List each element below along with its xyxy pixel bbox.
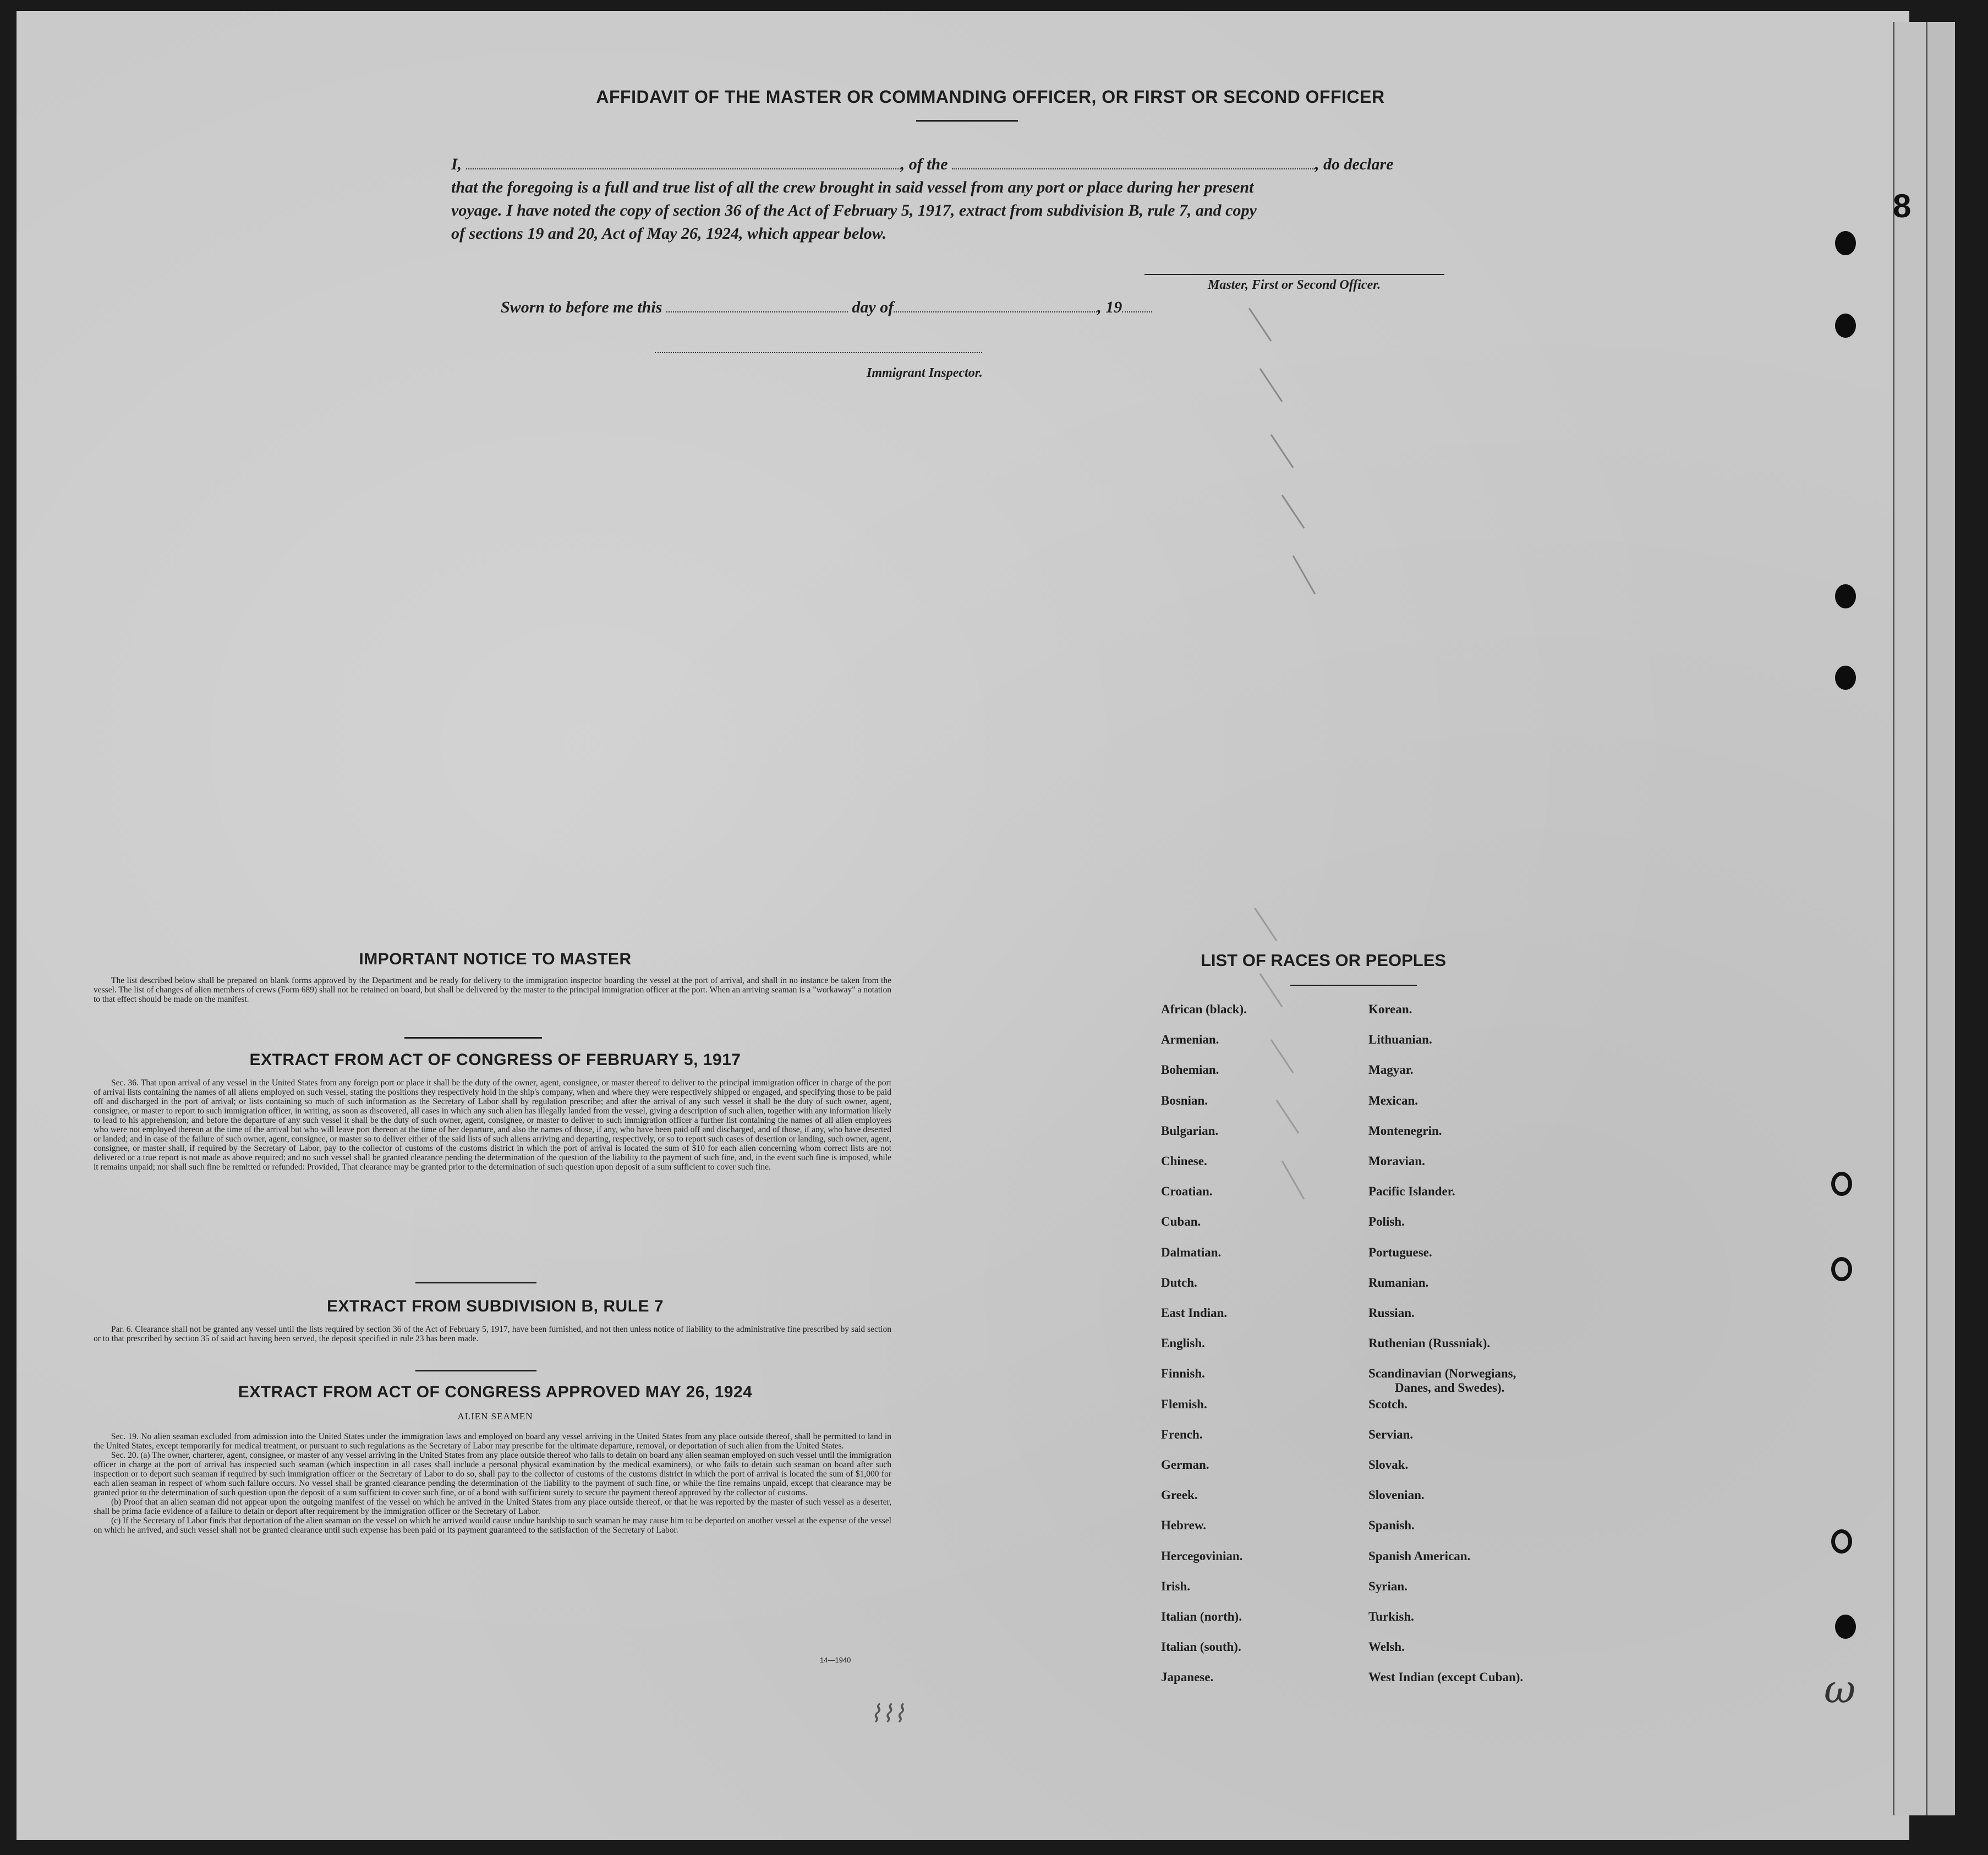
- binder-hole: [1835, 666, 1856, 690]
- year-blank: [1122, 297, 1152, 312]
- binder-hole: [1835, 584, 1856, 608]
- race-item: Hercegovinian.: [1161, 1549, 1243, 1563]
- race-item: Bosnian.: [1161, 1093, 1208, 1107]
- race-item: Cuban.: [1161, 1215, 1201, 1229]
- race-item: Italian (south).: [1161, 1640, 1241, 1654]
- signature-line: [1144, 274, 1444, 275]
- rule7-text: [94, 1325, 891, 1343]
- race-item: Bulgarian.: [1161, 1123, 1219, 1138]
- race-item: Korean.: [1368, 1002, 1412, 1016]
- sworn-line: [501, 297, 1152, 317]
- section-divider: [415, 1370, 536, 1371]
- race-item: Syrian.: [1368, 1579, 1408, 1593]
- race-item: Portuguese.: [1368, 1245, 1432, 1259]
- affidavit-declaration: [451, 153, 1480, 245]
- race-item: Scandinavian (Norwegians,: [1368, 1366, 1516, 1381]
- handwritten-mark: ⌇⌇⌇: [869, 1700, 905, 1728]
- race-item: Armenian.: [1161, 1033, 1219, 1047]
- binder-hole: [1835, 231, 1856, 255]
- page-number: 8: [1893, 188, 1912, 224]
- race-item: African (black).: [1161, 1002, 1247, 1016]
- affidavit-do-declare: , do declare: [1315, 155, 1394, 173]
- race-item: Lithuanian.: [1368, 1033, 1432, 1047]
- race-item: Finnish.: [1161, 1366, 1205, 1381]
- race-item: Magyar.: [1368, 1063, 1414, 1077]
- race-item: Italian (north).: [1161, 1610, 1242, 1623]
- race-item: English.: [1161, 1336, 1205, 1351]
- day-blank: [666, 297, 848, 312]
- affidavit-line-3: voyage. I have noted the copy of section 36 of the Act of February 5, 1917, extract from subdivision B, rule 7, and copy: [451, 201, 1257, 219]
- race-item: Croatian.: [1161, 1184, 1213, 1199]
- notice-title: IMPORTANT NOTICE TO MASTER: [359, 950, 632, 968]
- sec-19-paragraph: Sec. 19. No alien seaman excluded from admission into the United States under the immigration laws and employed on board any vessel arriving in the United States from any place outside thereof, shall be permitted to land in the United States, except temporarily for medical treatment, or pursuant to such regulations as the Secretary of Labor may prescribe for the ultimate departure, removal, or deportation of such alien from the United States.: [94, 1432, 891, 1451]
- sworn-prefix: Sworn to before me this: [501, 298, 662, 316]
- race-item: Spanish.: [1368, 1518, 1415, 1533]
- race-item: Servian.: [1368, 1427, 1414, 1441]
- race-item: Flemish.: [1161, 1397, 1207, 1411]
- race-item: Welsh.: [1368, 1640, 1405, 1654]
- race-item: Japanese.: [1161, 1670, 1214, 1684]
- race-item: Polish.: [1368, 1215, 1405, 1229]
- race-item: Russian.: [1368, 1306, 1415, 1320]
- section-divider: [404, 1037, 542, 1039]
- section-divider: [415, 1282, 536, 1283]
- extract-1917-title: EXTRACT FROM ACT OF CONGRESS OF FEBRUARY 5, 1917: [249, 1051, 741, 1069]
- document-sheet: [17, 11, 1912, 1840]
- race-item: Montenegrin.: [1368, 1123, 1442, 1138]
- race-item: Mexican.: [1368, 1093, 1419, 1107]
- title-underline: [916, 120, 1018, 122]
- race-item: Pacific Islander.: [1368, 1184, 1455, 1199]
- races-underline: [1290, 985, 1417, 986]
- day-of-label: day of: [852, 298, 894, 316]
- race-item: Rumanian.: [1368, 1275, 1429, 1289]
- race-item: Hebrew.: [1161, 1518, 1206, 1533]
- race-item: Scotch.: [1368, 1397, 1408, 1411]
- race-item: Dalmatian.: [1161, 1245, 1222, 1259]
- race-item-continuation: Danes, and Swedes).: [1395, 1381, 1505, 1395]
- sec-20c-paragraph: (c) If the Secretary of Labor finds that deportation of the alien seaman on the vessel on which he arrived would cause undue hardship to such seaman he may cause him to be deported on another vessel at the expense of the vessel on which he arrived, and such vessel shall not be granted clearance until such expense has been paid or its payment guaranteed to the satisfaction of the Secretary of Labor.: [94, 1516, 891, 1535]
- rule7-title: EXTRACT FROM SUBDIVISION B, RULE 7: [326, 1297, 664, 1315]
- race-item: Turkish.: [1368, 1610, 1414, 1623]
- binder-hole: [1835, 314, 1856, 338]
- binder-hole: [1835, 1615, 1856, 1639]
- name-blank: [466, 154, 901, 169]
- affidavit-i-label: I,: [451, 155, 462, 173]
- affidavit-line-1: [451, 153, 1480, 176]
- race-item: Moravian.: [1368, 1154, 1425, 1168]
- extract-1924-text: [94, 1432, 891, 1535]
- inspector-label: Immigrant Inspector.: [867, 366, 983, 380]
- race-item: French.: [1161, 1427, 1203, 1441]
- race-item: German.: [1161, 1458, 1209, 1472]
- underlying-page-edge-2: [1926, 22, 1955, 1815]
- affidavit-of-the: , of the: [900, 155, 948, 173]
- month-blank: [894, 297, 1097, 312]
- affidavit-line-4: of sections 19 and 20, Act of May 26, 1924, which appear below.: [451, 224, 887, 243]
- race-item: Slovak.: [1368, 1458, 1409, 1472]
- form-code: 14—1940: [820, 1656, 851, 1664]
- race-item: Bohemian.: [1161, 1063, 1219, 1077]
- races-title: LIST OF RACES OR PEOPLES: [1200, 951, 1447, 970]
- sec-20b-paragraph: (b) Proof that an alien seaman did not appear upon the outgoing manifest of the vessel on which he arrived in the United States from any place outside thereof, or that he was reported by the master of such vessel as a deserter, shall be prima facie evidence of a failure to detain or deport after requirement by the immigration officer or the Secretary of Labor.: [94, 1497, 891, 1516]
- race-item: Ruthenian (Russniak).: [1368, 1336, 1491, 1351]
- affidavit-title: AFFIDAVIT OF THE MASTER OR COMMANDING OFFICER, OR FIRST OR SECOND OFFICER: [596, 87, 1385, 107]
- sec-20a-paragraph: Sec. 20. (a) The owner, charterer, agent, consignee, or master of any vessel arriving in the United States from any place outside thereof who fails to detain on board any alien seaman employed on such vessel until the immigration officer in charge at the port of arrival has inspected such seaman (which inspection in all cases shall include a personal physical examination by the medical examiners), or who fails to detain such seaman on board after such inspection or to deport such seaman if required by such immigration officer or the Secretary of Labor to do so, shall pay to the collector of customs of the customs district in which the port of arrival is located the sum of $1,000 for each alien seaman in respect of whom such failure occurs. No vessel shall be granted clearance pending the determination of the liability to the payment of such fine, or while the fine remains unpaid, except that clearance may be granted prior to the determination of such question upon the deposit of a sum sufficient to cover such fine, or of a bond with sufficient surety to secure the payment thereof approved by the collector of customs.: [94, 1451, 892, 1497]
- race-item: Dutch.: [1161, 1275, 1197, 1289]
- race-item: East Indian.: [1161, 1306, 1228, 1320]
- extract-1917-text: [94, 1078, 891, 1172]
- sec-36-paragraph: Sec. 36. That upon arrival of any vessel in the United States from any foreign port or place it shall be the duty of the owner, agent, consignee, or master thereof to deliver to the principal immigration officer in charge of the port of arrival lists containing the names of all aliens employed on such vessel, stating the positions they respectively hold in the ship's company, when and where they were respectively shipped or engaged, and specifying those to be paid off and discharged in the port of arrival; or lists containing so much of such information as the Secretary of Labor shall by regulation prescribe; and after the arrival of any such vessel it shall be the duty of such owner, agent, consignee, or master to report to such immigration officer, in writing, as soon as discovered, all cases in which any such alien has illegally landed from the vessel, giving a description of such alien, together with any information likely to lead to his apprehension; and before the departure of any such vessel it shall be the duty of such owner, agent, consignee, or master to deliver to such immigration officer a further list containing the names of all alien employees who were not employed thereon at the time of the arrival but who will leave port thereon at the time of her departure, and also the names of those, if any, who have been paid off and discharged, and of those, if any, who have deserted or landed; and in case of the failure of such owner, agent, consignee, or master so to deliver either of the said lists of such aliens arriving and departing, respectively, or so to report such cases of desertion or landing, such owner, agent, consignee, or master shall, if required by the Secretary of Labor, pay to the collector of customs of the customs district in which the port of arrival is located the sum of $10 for each alien concerning whom correct lists are not delivered or a true report is not made as above required; and no such vessel shall be granted clearance pending the determination of the question of the liability to the payment of such fine, and, in the event such fine is imposed, while it remains unpaid; nor shall such fine be remitted or refunded: Provided, That clearance may be granted prior to the determination of such question upon deposit of a sum sufficient to cover such fine.: [94, 1078, 891, 1172]
- handwritten-mark-2: ω: [1824, 1667, 1856, 1712]
- binder-hole: [1831, 1529, 1852, 1554]
- pencil-tick-marks: [1238, 308, 1392, 616]
- vessel-blank: [952, 154, 1315, 169]
- race-item: West Indian (except Cuban).: [1368, 1670, 1524, 1684]
- rule7-paragraph: Par. 6. Clearance shall not be granted any vessel until the lists required by section 36 of the Act of February 5, 1917, have been furnished, and not then unless notice of liability to the administrative fine prescribed by said section or to that prescribed by section 35 of said act having been served, the deposit specified in rule 23 has been made.: [94, 1325, 891, 1343]
- binder-hole: [1831, 1257, 1852, 1281]
- race-item: Spanish American.: [1368, 1549, 1471, 1563]
- binder-hole: [1831, 1172, 1852, 1196]
- year-prefix: , 19: [1097, 298, 1122, 316]
- extract-1924-title: EXTRACT FROM ACT OF CONGRESS APPROVED MAY 26, 1924: [238, 1383, 753, 1401]
- inspector-signature-line: [655, 352, 982, 353]
- affidavit-line-2: that the foregoing is a full and true list of all the crew brought in said vessel from any port or place during her present: [451, 178, 1254, 196]
- notice-text: [94, 976, 891, 1004]
- signature-label: Master, First or Second Officer.: [1208, 278, 1381, 292]
- race-item: Irish.: [1161, 1579, 1191, 1593]
- race-item: Greek.: [1161, 1488, 1198, 1502]
- notice-paragraph: The list described below shall be prepared on blank forms approved by the Department and be ready for delivery to the immigration inspector boarding the vessel at the port of arrival, and shall in no instance be taken from the vessel. The list of changes of alien members of crews (Form 689) shall not be retained on board, but shall be delivered by the master to the principal immigration officer at the port. When an arriving seaman is a "workaway" a notation to that effect should be made on the manifest.: [94, 976, 891, 1004]
- race-item: Chinese.: [1161, 1154, 1207, 1168]
- alien-seamen-subtitle: ALIEN SEAMEN: [457, 1411, 533, 1422]
- race-item: Slovenian.: [1368, 1488, 1425, 1502]
